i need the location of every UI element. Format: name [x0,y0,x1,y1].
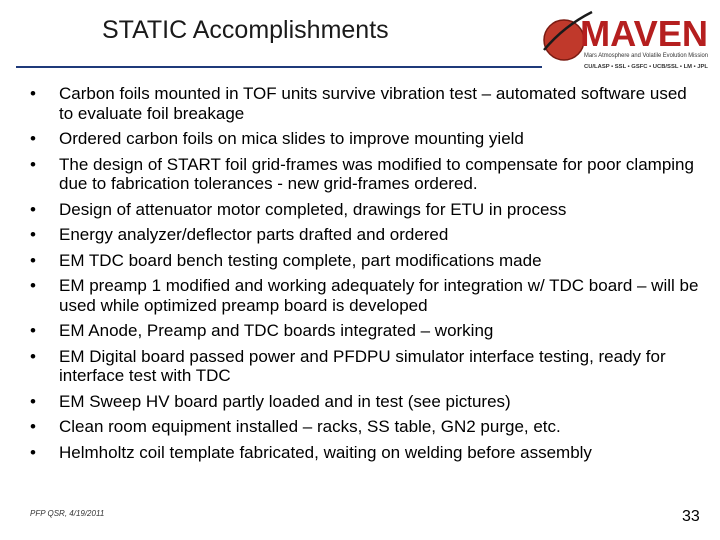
logo-subtitle: Mars Atmosphere and Volatile Evolution Mission [584,53,708,59]
bullet-text: EM Anode, Preamp and TDC boards integrated – working [59,321,494,340]
bullet-text: EM TDC board bench testing complete, part modifications made [59,250,542,270]
bullet-text: EM Digital board passed power and PFDPU simulator interface testing, ready for interface test with TDC [59,346,666,385]
bullet-marker: • [30,84,36,103]
bullet-marker: • [30,417,36,436]
bullet-marker: • [30,154,36,174]
bullet-text: Carbon foils mounted in TOF units survive vibration test – automated software used to evaluate foil breakage [59,84,687,123]
bullet-text: Ordered carbon foils on mica slides to improve mounting yield [59,129,524,148]
bullet-item [30,347,700,386]
bullet-item [30,200,700,220]
bullet-marker: • [30,225,36,244]
footer-note: PFP QSR, 4/19/2011 [30,509,105,518]
logo-partners: CU/LASP • SSL • GSFC • UCB/SSL • LM • JPL [584,64,709,70]
bullet-marker: • [30,346,36,366]
bullet-item [30,417,700,437]
bullet-text: Energy analyzer/deflector parts drafted and ordered [59,225,449,244]
bullet-text: Design of attenuator motor completed, drawings for ETU in process [59,199,567,219]
page-number: 33 [682,508,700,525]
bullet-text: Clean room equipment installed – racks, SS table, GN2 purge, etc. [59,417,561,436]
bullet-item [30,155,700,194]
logo-wordmark: MAVEN [580,13,708,54]
bullet-item [30,251,700,271]
bullet-marker: • [30,276,36,295]
bullet-item [30,129,700,149]
mars-planet-icon [544,20,584,60]
bullet-marker: • [30,321,36,340]
title-underline [16,66,542,68]
bullet-item [30,225,700,245]
bullet-item [30,321,700,341]
bullet-item [30,276,700,315]
bullet-text: Helmholtz coil template fabricated, waiting on welding before assembly [59,442,592,462]
bullet-text: The design of START foil grid-frames was modified to compensate for poor clamping due to fabrication tolerances - new grid-frames ordered. [59,154,694,193]
bullet-item [30,392,700,412]
bullet-text: EM Sweep HV board partly loaded and in test (see pictures) [59,391,511,411]
bullet-marker: • [30,250,36,270]
slide-title: STATIC Accomplishments [102,16,389,44]
bullet-marker: • [30,442,36,462]
bullet-text: EM preamp 1 modified and working adequately for integration w/ TDC board – will be used while optimized preamp board is developed [59,276,699,315]
maven-logo [540,6,712,76]
bullet-marker: • [30,199,36,219]
bullet-marker: • [30,391,36,411]
bullet-list [30,84,700,468]
bullet-item [30,84,700,123]
bullet-item [30,443,700,463]
bullet-marker: • [30,129,36,148]
